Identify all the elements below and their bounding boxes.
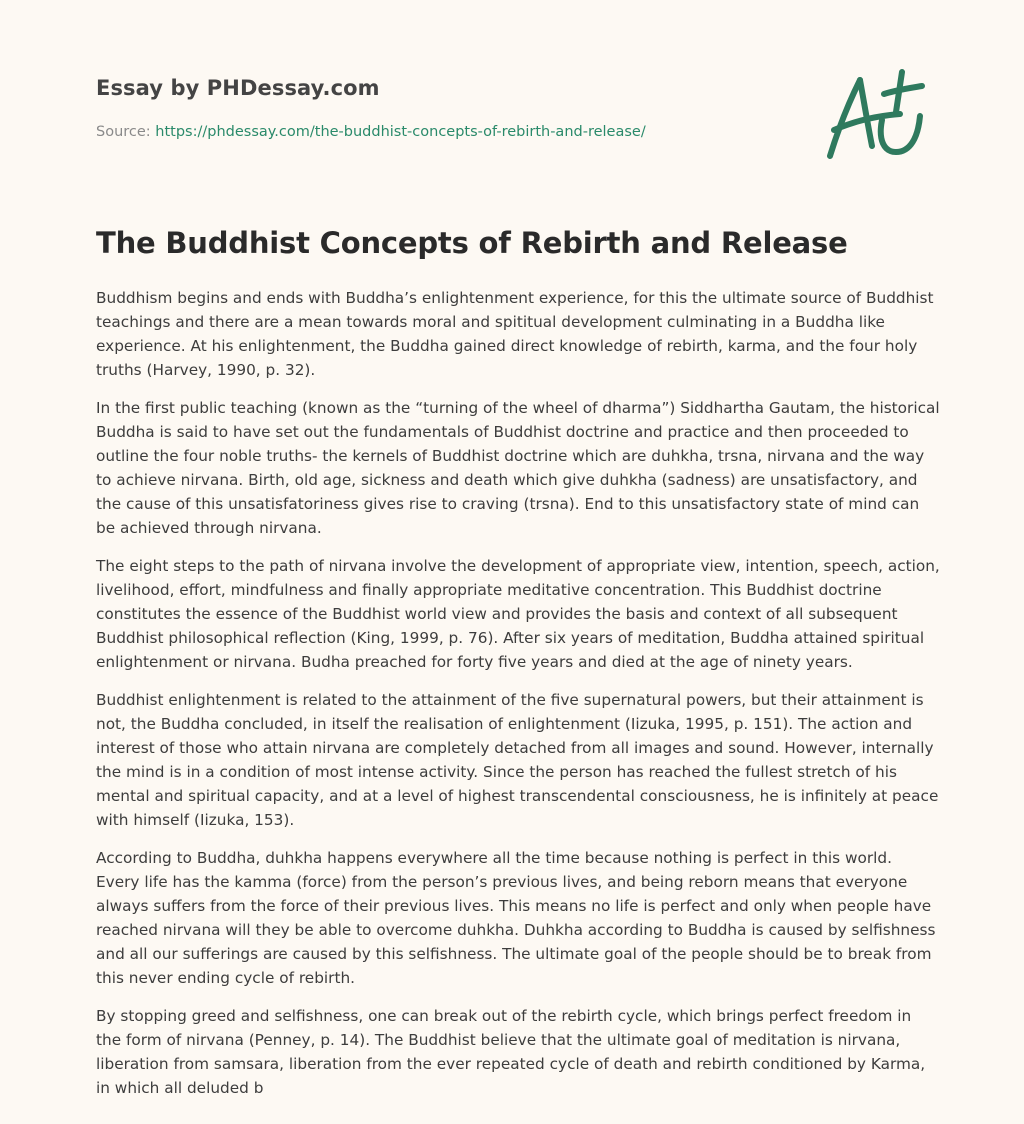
a-plus-grade-icon xyxy=(818,68,930,166)
source-link[interactable]: https://phdessay.com/the-buddhist-concepts-of-rebirth-and-release/ xyxy=(155,124,646,140)
essay-paragraph: According to Buddha, duhkha happens everywhere all the time because nothing is perfect in this world. Every life has the kamma (force) from the person’s previous lives, and being reborn means that everyone always suffers from the force of their previous lives. This means no life is perfect and only when people have reached nirvana will they be able to overcome duhkha. Duhkha according to Buddha is caused by selfishness and all our sufferings are caused by this selfishness. The ultimate goal of the people should be to break from this never ending cycle of rebirth. xyxy=(96,849,936,987)
site-brand: Essay by PHDessay.com xyxy=(96,76,380,100)
essay-paragraph: Buddhism begins and ends with Buddha’s enlightenment experience, for this the ultimate source of Buddhist teachings and there are a mean towards moral and spititual development culminating in a Buddha like experience. At his enlightenment, the Buddha gained direct knowledge of rebirth, karma, and the four holy truths (Harvey, 1990, p. 32). xyxy=(96,289,934,379)
source-line xyxy=(96,124,646,140)
essay-paragraph: Buddhist enlightenment is related to the attainment of the five supernatural powers, but their attainment is not, the Buddha concluded, in itself the realisation of enlightenment (Iizuka, 1995, p. 151). The action and interest of those who attain nirvana are completely detached from all images and sound. However, internally the mind is in a condition of most intense activity. Since the person has reached the fullest stretch of his mental and spiritual capacity, and at a level of highest transcendental consciousness, he is infinitely at peace with himself (Iizuka, 153). xyxy=(96,691,939,829)
source-label: Source: xyxy=(96,124,151,140)
essay-paragraph: The eight steps to the path of nirvana involve the development of appropriate view, intention, speech, action, livelihood, effort, mindfulness and finally appropriate meditative concentration. This Buddhist doctrine constitutes the essence of the Buddhist world view and provides the basis and context of all subsequent Buddhist philosophical reflection (King, 1999, p. 76). After six years of meditation, Buddha attained spiritual enlightenment or nirvana. Budha preached for forty five years and died at the age of ninety years. xyxy=(96,557,940,671)
essay-body xyxy=(96,286,940,1114)
essay-paragraph: By stopping greed and selfishness, one can break out of the rebirth cycle, which brings perfect freedom in the form of nirvana (Penney, p. 14). The Buddhist believe that the ultimate goal of meditation is nirvana, liberation from samsara, liberation from the ever repeated cycle of death and rebirth conditioned by Karma, in which all deluded b xyxy=(96,1007,926,1097)
essay-paragraph: In the first public teaching (known as the “turning of the wheel of dharma”) Siddhartha Gautam, the historical Buddha is said to have set out the fundamentals of Buddhist doctrine and practice and then proceeded to outline the four noble truths- the kernels of Buddhist doctrine which are duhkha, trsna, nirvana and the way to achieve nirvana. Birth, old age, sickness and death which give duhkha (sadness) are unsatisfactory, and the cause of this unsatisfatoriness gives rise to craving (trsna). End to this unsatisfactory state of mind can be achieved through nirvana. xyxy=(96,399,940,537)
essay-title: The Buddhist Concepts of Rebirth and Release xyxy=(96,226,848,260)
